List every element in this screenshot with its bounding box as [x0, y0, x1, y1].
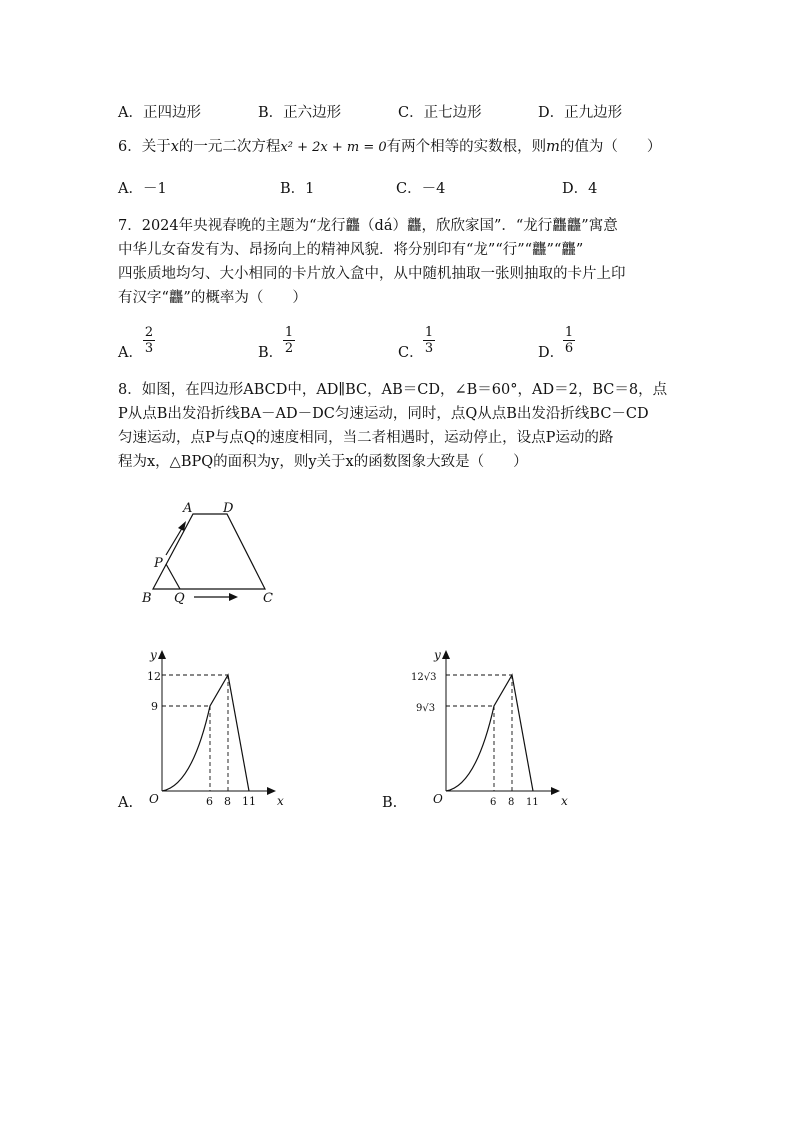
- q6-option-a: A．－1: [118, 181, 167, 197]
- q7-option-b-numerator: 1: [284, 325, 294, 340]
- label-b: B: [142, 591, 152, 606]
- graph-a-y-arrow: [158, 650, 166, 659]
- q7-option-d-letter: D．: [538, 345, 565, 361]
- q8-line-4: 程为x，△BPQ的面积为y，则y关于x的函数图象大致是（ ）: [118, 454, 528, 470]
- q5-option-d: D．正九边形: [538, 105, 623, 121]
- graph-a-origin: O: [149, 792, 159, 806]
- q7-option-b-letter: B．: [258, 345, 284, 361]
- graph-b-x-tick-11: 11: [526, 797, 539, 808]
- label-c: C: [263, 591, 273, 606]
- q6-option-c: C．－4: [396, 181, 446, 197]
- graph-b-origin: O: [433, 792, 443, 806]
- q5-option-c: C．正七边形: [398, 105, 482, 121]
- trapezoid-figure: [130, 495, 280, 610]
- q7-line-2: 中华儿女奋发有为、昂扬向上的精神风貌．将分别印有“龙”“行”“龘”“龘”: [118, 242, 584, 258]
- label-d: D: [223, 501, 234, 516]
- q7-option-d-denominator: 6: [564, 341, 574, 356]
- q6-mid1: 的一元二次方程: [178, 139, 281, 155]
- graph-a-y-tick-9: 9: [151, 700, 158, 713]
- q7-option-a-fraction: [143, 326, 155, 355]
- label-a: A: [183, 501, 193, 516]
- graph-b-curve: [446, 675, 533, 791]
- label-p: P: [154, 556, 163, 571]
- q5-option-a: A．正四边形: [118, 105, 201, 121]
- q6-suffix: 的值为（ ）: [559, 139, 662, 155]
- graph-b-option-label: B.: [382, 795, 398, 811]
- q7-option-a-numerator: 2: [144, 325, 154, 340]
- q7-option-b-denominator: 2: [284, 341, 294, 356]
- graph-a: [140, 645, 290, 810]
- graph-b-y-label: y: [434, 648, 441, 662]
- graph-a-y-label: y: [150, 648, 157, 662]
- q7-option-b-fraction: [283, 326, 295, 355]
- graph-a-x-tick-8: 8: [224, 795, 231, 808]
- q7-line-3: 四张质地均匀、大小相同的卡片放入盒中，从中随机抽取一张则抽取的卡片上印: [118, 266, 626, 282]
- q6-stem: [118, 138, 661, 157]
- graph-b-x-tick-6: 6: [490, 797, 497, 808]
- q7-option-c-letter: C．: [398, 345, 424, 361]
- graph-a-y-tick-12: 12: [147, 670, 161, 683]
- q7-option-c-numerator: 1: [424, 325, 434, 340]
- q8-line-1: 8．如图，在四边形ABCD中，AD∥BC，AB＝CD，∠B＝60°，AD＝2，BC＝8，点: [118, 382, 668, 398]
- graph-a-x-label: x: [277, 794, 284, 808]
- q8-line-2: P从点B出发沿折线BA－AD－DC匀速运动，同时，点Q从点B出发沿折线BC－CD: [118, 406, 649, 422]
- graph-b-y-tick-9r3: 9√3: [416, 703, 436, 714]
- label-q: Q: [174, 591, 185, 606]
- q6-option-d: D．4: [562, 181, 598, 197]
- graph-a-x-tick-11: 11: [242, 795, 256, 808]
- trapezoid-abcd: [153, 514, 265, 589]
- q7-line-1: 7．2024年央视春晚的主题为“龙行龘（dá）龘，欣欣家国”．“龙行龘龘”寓意: [118, 218, 618, 234]
- q6-mid2: 有两个相等的实数根，则: [386, 139, 547, 155]
- q6-var-x: x: [170, 139, 179, 155]
- q7-option-d-fraction: [563, 326, 575, 355]
- graph-a-x-tick-6: 6: [206, 795, 213, 808]
- segment-pq: [166, 564, 180, 589]
- q7-option-a-denominator: 3: [144, 341, 154, 356]
- graph-b-y-arrow: [442, 650, 450, 659]
- q7-line-4: 有汉字“龘”的概率为（ ）: [118, 290, 307, 306]
- q7-option-d-numerator: 1: [564, 325, 574, 340]
- graph-b-y-tick-12r3: 12√3: [411, 672, 437, 683]
- graph-b: [405, 645, 575, 810]
- q5-option-b: B．正六边形: [258, 105, 342, 121]
- q7-option-a-letter: A．: [118, 345, 143, 361]
- q6-equation: x² + 2x + m = 0: [280, 140, 387, 155]
- q6-prefix: 6．关于: [118, 139, 171, 155]
- q7-option-c-fraction: [423, 326, 435, 355]
- graph-a-option-label: A.: [118, 795, 134, 811]
- q8-line-3: 匀速运动，点P与点Q的速度相同，当二者相遇时，运动停止，设点P运动的路: [118, 430, 614, 446]
- graph-a-curve: [162, 675, 249, 791]
- graph-b-x-arrow: [551, 787, 560, 795]
- arrow-bc-head: [229, 593, 238, 601]
- graph-b-x-tick-8: 8: [508, 797, 515, 808]
- graph-a-x-arrow: [267, 787, 276, 795]
- q7-option-c-denominator: 3: [424, 341, 434, 356]
- q6-var-m: m: [546, 139, 560, 155]
- q6-option-b: B．1: [280, 181, 315, 197]
- graph-b-x-label: x: [561, 794, 568, 808]
